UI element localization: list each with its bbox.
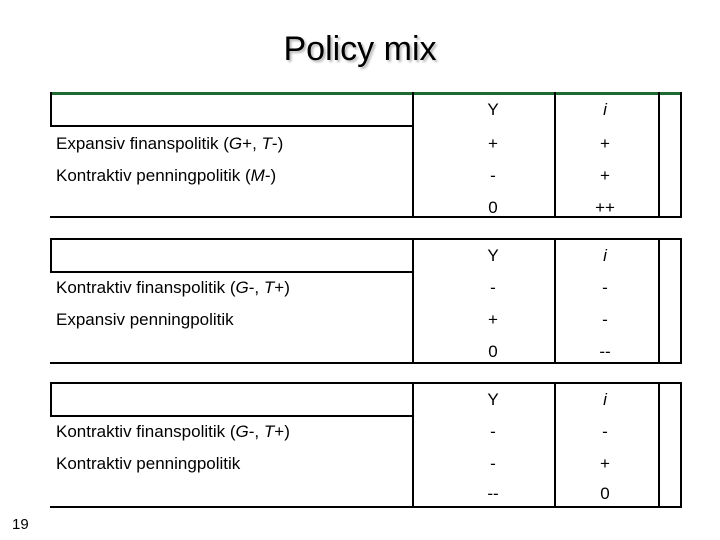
label-var: T bbox=[263, 278, 275, 297]
cell-y: - bbox=[490, 454, 496, 473]
label-var: M bbox=[250, 166, 265, 185]
label-var: G bbox=[235, 278, 249, 297]
col-divider-2 bbox=[554, 382, 556, 508]
page-number: 19 bbox=[12, 516, 29, 533]
row-label: Kontraktiv penningpolitik bbox=[56, 454, 241, 473]
cell-y: - bbox=[490, 166, 496, 185]
cell-y: - bbox=[490, 422, 496, 441]
col-divider-1 bbox=[412, 92, 414, 218]
table-top-border bbox=[50, 382, 682, 384]
table-right-border bbox=[680, 92, 682, 218]
policy-table-3 bbox=[50, 382, 682, 510]
header-i: i bbox=[603, 100, 607, 119]
cell-y: - bbox=[490, 278, 496, 297]
table-left-border bbox=[50, 382, 52, 416]
label-var: T bbox=[263, 422, 275, 441]
header-i: i bbox=[603, 246, 607, 265]
header-y: Y bbox=[487, 100, 499, 119]
header-y: Y bbox=[487, 390, 499, 409]
table-left-border bbox=[50, 238, 52, 272]
header-underline bbox=[50, 125, 412, 127]
cell-i: - bbox=[602, 278, 608, 297]
header-underline bbox=[50, 271, 412, 273]
table-left-border bbox=[50, 92, 52, 126]
label-text: -) bbox=[271, 134, 284, 153]
cell-i: ++ bbox=[595, 198, 615, 217]
label-text: Expansiv finanspolitik ( bbox=[56, 134, 229, 153]
header-y: Y bbox=[487, 246, 499, 265]
row-label bbox=[56, 134, 283, 154]
row-label bbox=[56, 422, 290, 442]
table-bottom-border bbox=[50, 216, 682, 218]
policy-table-2 bbox=[50, 238, 682, 366]
header-underline bbox=[50, 415, 412, 417]
slide-title: Policy mix bbox=[283, 30, 437, 68]
label-var: G bbox=[228, 134, 243, 153]
label-text: +, bbox=[242, 134, 262, 153]
col-divider-2 bbox=[554, 92, 556, 218]
col-divider-3 bbox=[658, 382, 660, 508]
cell-i: -- bbox=[599, 342, 611, 361]
row-label: Expansiv penningpolitik bbox=[56, 310, 234, 329]
row-label bbox=[56, 166, 276, 186]
cell-i: - bbox=[602, 422, 608, 441]
col-divider-1 bbox=[412, 238, 414, 364]
cell-y: + bbox=[488, 134, 498, 153]
cell-i: - bbox=[602, 310, 608, 329]
table-right-border bbox=[680, 238, 682, 364]
cell-i: + bbox=[600, 454, 610, 473]
label-text: Kontraktiv finanspolitik ( bbox=[56, 278, 236, 297]
label-var: G bbox=[235, 422, 249, 441]
col-divider-3 bbox=[658, 92, 660, 218]
label-text: Kontraktiv finanspolitik ( bbox=[56, 422, 236, 441]
cell-i: 0 bbox=[600, 484, 610, 503]
col-divider-2 bbox=[554, 238, 556, 364]
cell-y: 0 bbox=[488, 198, 498, 217]
table-bottom-border bbox=[50, 506, 682, 508]
label-text: Kontraktiv penningpolitik ( bbox=[56, 166, 251, 185]
label-var: T bbox=[261, 134, 272, 153]
cell-y: 0 bbox=[488, 342, 498, 361]
label-text: +) bbox=[274, 422, 290, 441]
label-text: -) bbox=[264, 166, 277, 185]
table-top-border bbox=[50, 92, 682, 95]
table-top-border bbox=[50, 238, 682, 240]
label-text: +) bbox=[274, 278, 290, 297]
table-right-border bbox=[680, 382, 682, 508]
cell-i: + bbox=[600, 166, 610, 185]
cell-i: + bbox=[600, 134, 610, 153]
policy-table-1 bbox=[50, 92, 682, 220]
label-text: -, bbox=[248, 422, 264, 441]
row-label bbox=[56, 278, 290, 298]
label-text: -, bbox=[248, 278, 264, 297]
col-divider-1 bbox=[412, 382, 414, 508]
cell-y: -- bbox=[487, 484, 499, 503]
header-i: i bbox=[603, 390, 607, 409]
table-bottom-border bbox=[50, 362, 682, 364]
cell-y: + bbox=[488, 310, 498, 329]
col-divider-3 bbox=[658, 238, 660, 364]
